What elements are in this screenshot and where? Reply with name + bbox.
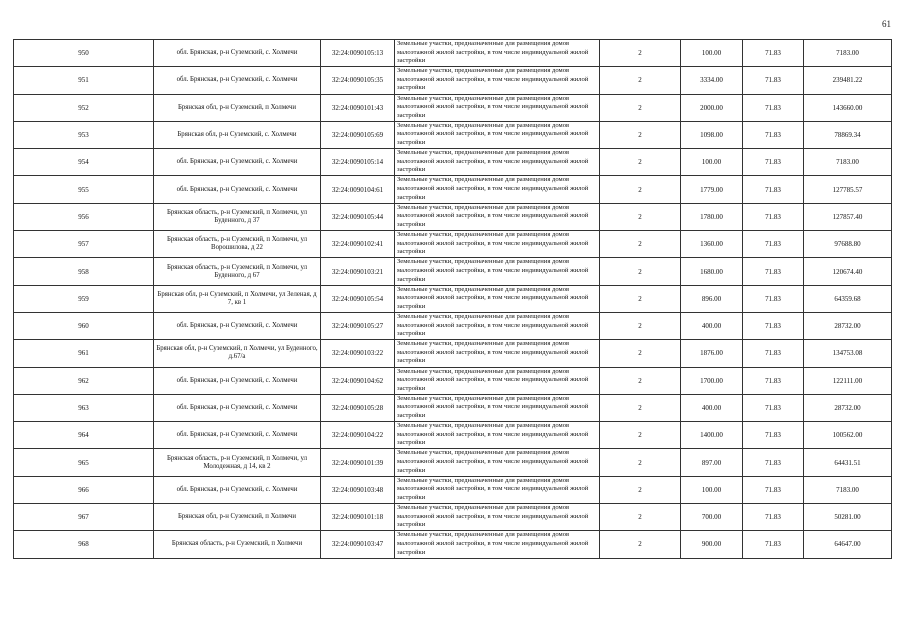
land-purpose-cell: Земельные участки, предназначенные для размещения домов малоэтажной жилой застройки, в том числе индивидуальной жилой застройки bbox=[395, 531, 600, 558]
cadastral-value-cell: 7183.00 bbox=[804, 476, 892, 503]
table-row bbox=[14, 312, 892, 339]
row-number-cell: 953 bbox=[14, 121, 154, 148]
area-cell: 1680.00 bbox=[681, 258, 743, 285]
table-row bbox=[14, 121, 892, 148]
row-number-cell: 950 bbox=[14, 40, 154, 67]
table-row bbox=[14, 422, 892, 449]
rate-cell: 71.83 bbox=[743, 121, 804, 148]
group-cell: 2 bbox=[600, 176, 681, 203]
address-cell: Брянская область, р-н Суземский, п Холмечи, ул Ворошилова, д 22 bbox=[154, 231, 321, 258]
cadastral-number-cell: 32:24:0090103:47 bbox=[321, 531, 395, 558]
area-cell: 700.00 bbox=[681, 504, 743, 531]
rate-cell: 71.83 bbox=[743, 476, 804, 503]
land-purpose-cell: Земельные участки, предназначенные для размещения домов малоэтажной жилой застройки, в том числе индивидуальной жилой застройки bbox=[395, 367, 600, 394]
cadastral-value-cell: 64431.51 bbox=[804, 449, 892, 476]
area-cell: 100.00 bbox=[681, 149, 743, 176]
address-cell: обл. Брянская, р-н Суземский, с. Холмечи bbox=[154, 394, 321, 421]
area-cell: 3334.00 bbox=[681, 67, 743, 94]
land-purpose-cell: Земельные участки, предназначенные для размещения домов малоэтажной жилой застройки, в том числе индивидуальной жилой застройки bbox=[395, 67, 600, 94]
group-cell: 2 bbox=[600, 312, 681, 339]
group-cell: 2 bbox=[600, 367, 681, 394]
table-row bbox=[14, 149, 892, 176]
address-cell: обл. Брянская, р-н Суземский, с. Холмечи bbox=[154, 67, 321, 94]
cadastral-number-cell: 32:24:0090105:28 bbox=[321, 394, 395, 421]
cadastral-value-cell: 97688.80 bbox=[804, 231, 892, 258]
area-cell: 2000.00 bbox=[681, 94, 743, 121]
row-number-cell: 957 bbox=[14, 231, 154, 258]
land-purpose-cell: Земельные участки, предназначенные для размещения домов малоэтажной жилой застройки, в том числе индивидуальной жилой застройки bbox=[395, 40, 600, 67]
address-cell: обл. Брянская, р-н Суземский, с. Холмечи bbox=[154, 476, 321, 503]
row-number-cell: 951 bbox=[14, 67, 154, 94]
address-cell: Брянская обл, р-н Суземский, с. Холмечи bbox=[154, 121, 321, 148]
land-purpose-cell: Земельные участки, предназначенные для размещения домов малоэтажной жилой застройки, в том числе индивидуальной жилой застройки bbox=[395, 449, 600, 476]
cadastral-value-cell: 28732.00 bbox=[804, 312, 892, 339]
area-cell: 896.00 bbox=[681, 285, 743, 312]
group-cell: 2 bbox=[600, 449, 681, 476]
page-number: 61 bbox=[882, 19, 891, 29]
table-row bbox=[14, 285, 892, 312]
cadastral-value-cell: 239481.22 bbox=[804, 67, 892, 94]
area-cell: 1876.00 bbox=[681, 340, 743, 367]
group-cell: 2 bbox=[600, 258, 681, 285]
table-row bbox=[14, 394, 892, 421]
area-cell: 100.00 bbox=[681, 476, 743, 503]
cadastral-number-cell: 32:24:0090104:22 bbox=[321, 422, 395, 449]
rate-cell: 71.83 bbox=[743, 285, 804, 312]
group-cell: 2 bbox=[600, 231, 681, 258]
group-cell: 2 bbox=[600, 203, 681, 230]
group-cell: 2 bbox=[600, 94, 681, 121]
area-cell: 1098.00 bbox=[681, 121, 743, 148]
group-cell: 2 bbox=[600, 67, 681, 94]
land-purpose-cell: Земельные участки, предназначенные для размещения домов малоэтажной жилой застройки, в том числе индивидуальной жилой застройки bbox=[395, 422, 600, 449]
table-row bbox=[14, 504, 892, 531]
group-cell: 2 bbox=[600, 504, 681, 531]
table-row bbox=[14, 40, 892, 67]
rate-cell: 71.83 bbox=[743, 203, 804, 230]
rate-cell: 71.83 bbox=[743, 176, 804, 203]
rate-cell: 71.83 bbox=[743, 504, 804, 531]
group-cell: 2 bbox=[600, 285, 681, 312]
row-number-cell: 963 bbox=[14, 394, 154, 421]
table-body bbox=[14, 40, 892, 559]
row-number-cell: 962 bbox=[14, 367, 154, 394]
row-number-cell: 955 bbox=[14, 176, 154, 203]
address-cell: Брянская область, р-н Суземский, п Холмечи, ул Молодежная, д 14, кв 2 bbox=[154, 449, 321, 476]
land-purpose-cell: Земельные участки, предназначенные для размещения домов малоэтажной жилой застройки, в том числе индивидуальной жилой застройки bbox=[395, 203, 600, 230]
land-purpose-cell: Земельные участки, предназначенные для размещения домов малоэтажной жилой застройки, в том числе индивидуальной жилой застройки bbox=[395, 312, 600, 339]
address-cell: обл. Брянская, р-н Суземский, с. Холмечи bbox=[154, 176, 321, 203]
table-row bbox=[14, 231, 892, 258]
cadastral-number-cell: 32:24:0090105:27 bbox=[321, 312, 395, 339]
table-row bbox=[14, 449, 892, 476]
row-number-cell: 952 bbox=[14, 94, 154, 121]
cadastral-number-cell: 32:24:0090103:22 bbox=[321, 340, 395, 367]
cadastral-number-cell: 32:24:0090101:39 bbox=[321, 449, 395, 476]
area-cell: 1779.00 bbox=[681, 176, 743, 203]
cadastral-value-cell: 127785.57 bbox=[804, 176, 892, 203]
row-number-cell: 966 bbox=[14, 476, 154, 503]
cadastral-number-cell: 32:24:0090105:44 bbox=[321, 203, 395, 230]
cadastral-number-cell: 32:24:0090105:35 bbox=[321, 67, 395, 94]
land-purpose-cell: Земельные участки, предназначенные для размещения домов малоэтажной жилой застройки, в том числе индивидуальной жилой застройки bbox=[395, 504, 600, 531]
group-cell: 2 bbox=[600, 340, 681, 367]
row-number-cell: 967 bbox=[14, 504, 154, 531]
row-number-cell: 960 bbox=[14, 312, 154, 339]
area-cell: 900.00 bbox=[681, 531, 743, 558]
cadastral-number-cell: 32:24:0090105:69 bbox=[321, 121, 395, 148]
cadastral-value-cell: 64647.00 bbox=[804, 531, 892, 558]
area-cell: 897.00 bbox=[681, 449, 743, 476]
area-cell: 400.00 bbox=[681, 312, 743, 339]
row-number-cell: 968 bbox=[14, 531, 154, 558]
rate-cell: 71.83 bbox=[743, 394, 804, 421]
land-purpose-cell: Земельные участки, предназначенные для размещения домов малоэтажной жилой застройки, в том числе индивидуальной жилой застройки bbox=[395, 340, 600, 367]
row-number-cell: 954 bbox=[14, 149, 154, 176]
cadastral-number-cell: 32:24:0090101:18 bbox=[321, 504, 395, 531]
address-cell: Брянская область, р-н Суземский, п Холмечи, ул Буденного, д 67 bbox=[154, 258, 321, 285]
row-number-cell: 964 bbox=[14, 422, 154, 449]
rate-cell: 71.83 bbox=[743, 40, 804, 67]
cadastral-number-cell: 32:24:0090104:62 bbox=[321, 367, 395, 394]
row-number-cell: 956 bbox=[14, 203, 154, 230]
table-row bbox=[14, 531, 892, 558]
group-cell: 2 bbox=[600, 394, 681, 421]
cadastral-number-cell: 32:24:0090104:61 bbox=[321, 176, 395, 203]
row-number-cell: 961 bbox=[14, 340, 154, 367]
table-row bbox=[14, 94, 892, 121]
land-purpose-cell: Земельные участки, предназначенные для размещения домов малоэтажной жилой застройки, в том числе индивидуальной жилой застройки bbox=[395, 149, 600, 176]
table-row bbox=[14, 476, 892, 503]
area-cell: 100.00 bbox=[681, 40, 743, 67]
rate-cell: 71.83 bbox=[743, 367, 804, 394]
row-number-cell: 958 bbox=[14, 258, 154, 285]
cadastral-number-cell: 32:24:0090105:54 bbox=[321, 285, 395, 312]
address-cell: обл. Брянская, р-н Суземский, с. Холмечи bbox=[154, 422, 321, 449]
cadastral-value-cell: 143660.00 bbox=[804, 94, 892, 121]
rate-cell: 71.83 bbox=[743, 231, 804, 258]
group-cell: 2 bbox=[600, 531, 681, 558]
address-cell: Брянская обл, р-н Суземский, п Холмечи, ул Буденного, д.67/а bbox=[154, 340, 321, 367]
land-purpose-cell: Земельные участки, предназначенные для размещения домов малоэтажной жилой застройки, в том числе индивидуальной жилой застройки bbox=[395, 231, 600, 258]
area-cell: 400.00 bbox=[681, 394, 743, 421]
group-cell: 2 bbox=[600, 40, 681, 67]
address-cell: обл. Брянская, р-н Суземский, с. Холмечи bbox=[154, 40, 321, 67]
address-cell: Брянская область, р-н Суземский, п Холмечи, ул Буденного, д 37 bbox=[154, 203, 321, 230]
land-purpose-cell: Земельные участки, предназначенные для размещения домов малоэтажной жилой застройки, в том числе индивидуальной жилой застройки bbox=[395, 476, 600, 503]
table-row bbox=[14, 176, 892, 203]
rate-cell: 71.83 bbox=[743, 258, 804, 285]
cadastral-value-cell: 64359.68 bbox=[804, 285, 892, 312]
cadastral-value-cell: 78869.34 bbox=[804, 121, 892, 148]
cadastral-value-cell: 122111.00 bbox=[804, 367, 892, 394]
land-purpose-cell: Земельные участки, предназначенные для размещения домов малоэтажной жилой застройки, в том числе индивидуальной жилой застройки bbox=[395, 258, 600, 285]
area-cell: 1400.00 bbox=[681, 422, 743, 449]
address-cell: Брянская обл, р-н Суземский, п Холмечи bbox=[154, 504, 321, 531]
address-cell: Брянская обл, р-н Суземский, п Холмечи bbox=[154, 94, 321, 121]
cadastral-number-cell: 32:24:0090105:14 bbox=[321, 149, 395, 176]
group-cell: 2 bbox=[600, 149, 681, 176]
rate-cell: 71.83 bbox=[743, 94, 804, 121]
cadastral-number-cell: 32:24:0090102:41 bbox=[321, 231, 395, 258]
land-purpose-cell: Земельные участки, предназначенные для размещения домов малоэтажной жилой застройки, в том числе индивидуальной жилой застройки bbox=[395, 94, 600, 121]
cadastral-value-cell: 127857.40 bbox=[804, 203, 892, 230]
cadastral-number-cell: 32:24:0090101:43 bbox=[321, 94, 395, 121]
address-cell: Брянская область, р-н Суземский, п Холмечи bbox=[154, 531, 321, 558]
land-purpose-cell: Земельные участки, предназначенные для размещения домов малоэтажной жилой застройки, в том числе индивидуальной жилой застройки bbox=[395, 176, 600, 203]
cadastral-number-cell: 32:24:0090103:21 bbox=[321, 258, 395, 285]
rate-cell: 71.83 bbox=[743, 312, 804, 339]
address-cell: Брянская обл, р-н Суземский, п Холмечи, ул Зеленая, д 7, кв 1 bbox=[154, 285, 321, 312]
rate-cell: 71.83 bbox=[743, 67, 804, 94]
group-cell: 2 bbox=[600, 422, 681, 449]
cadastral-value-cell: 100562.00 bbox=[804, 422, 892, 449]
cadastral-number-cell: 32:24:0090103:48 bbox=[321, 476, 395, 503]
cadastral-value-cell: 134753.08 bbox=[804, 340, 892, 367]
row-number-cell: 959 bbox=[14, 285, 154, 312]
row-number-cell: 965 bbox=[14, 449, 154, 476]
land-purpose-cell: Земельные участки, предназначенные для размещения домов малоэтажной жилой застройки, в том числе индивидуальной жилой застройки bbox=[395, 121, 600, 148]
address-cell: обл. Брянская, р-н Суземский, с. Холмечи bbox=[154, 367, 321, 394]
address-cell: обл. Брянская, р-н Суземский, с. Холмечи bbox=[154, 312, 321, 339]
rate-cell: 71.83 bbox=[743, 340, 804, 367]
area-cell: 1360.00 bbox=[681, 231, 743, 258]
rate-cell: 71.83 bbox=[743, 531, 804, 558]
cadastral-value-cell: 50281.00 bbox=[804, 504, 892, 531]
table-row bbox=[14, 340, 892, 367]
table-row bbox=[14, 367, 892, 394]
group-cell: 2 bbox=[600, 121, 681, 148]
cadastral-value-cell: 120674.40 bbox=[804, 258, 892, 285]
group-cell: 2 bbox=[600, 476, 681, 503]
address-cell: обл. Брянская, р-н Суземский, с. Холмечи bbox=[154, 149, 321, 176]
rate-cell: 71.83 bbox=[743, 422, 804, 449]
area-cell: 1780.00 bbox=[681, 203, 743, 230]
land-registry-table bbox=[13, 39, 892, 559]
cadastral-number-cell: 32:24:0090105:13 bbox=[321, 40, 395, 67]
table-row bbox=[14, 258, 892, 285]
cadastral-value-cell: 28732.00 bbox=[804, 394, 892, 421]
land-purpose-cell: Земельные участки, предназначенные для размещения домов малоэтажной жилой застройки, в том числе индивидуальной жилой застройки bbox=[395, 285, 600, 312]
rate-cell: 71.83 bbox=[743, 149, 804, 176]
rate-cell: 71.83 bbox=[743, 449, 804, 476]
cadastral-value-cell: 7183.00 bbox=[804, 40, 892, 67]
table-row bbox=[14, 67, 892, 94]
area-cell: 1700.00 bbox=[681, 367, 743, 394]
cadastral-value-cell: 7183.00 bbox=[804, 149, 892, 176]
table-row bbox=[14, 203, 892, 230]
land-purpose-cell: Земельные участки, предназначенные для размещения домов малоэтажной жилой застройки, в том числе индивидуальной жилой застройки bbox=[395, 394, 600, 421]
